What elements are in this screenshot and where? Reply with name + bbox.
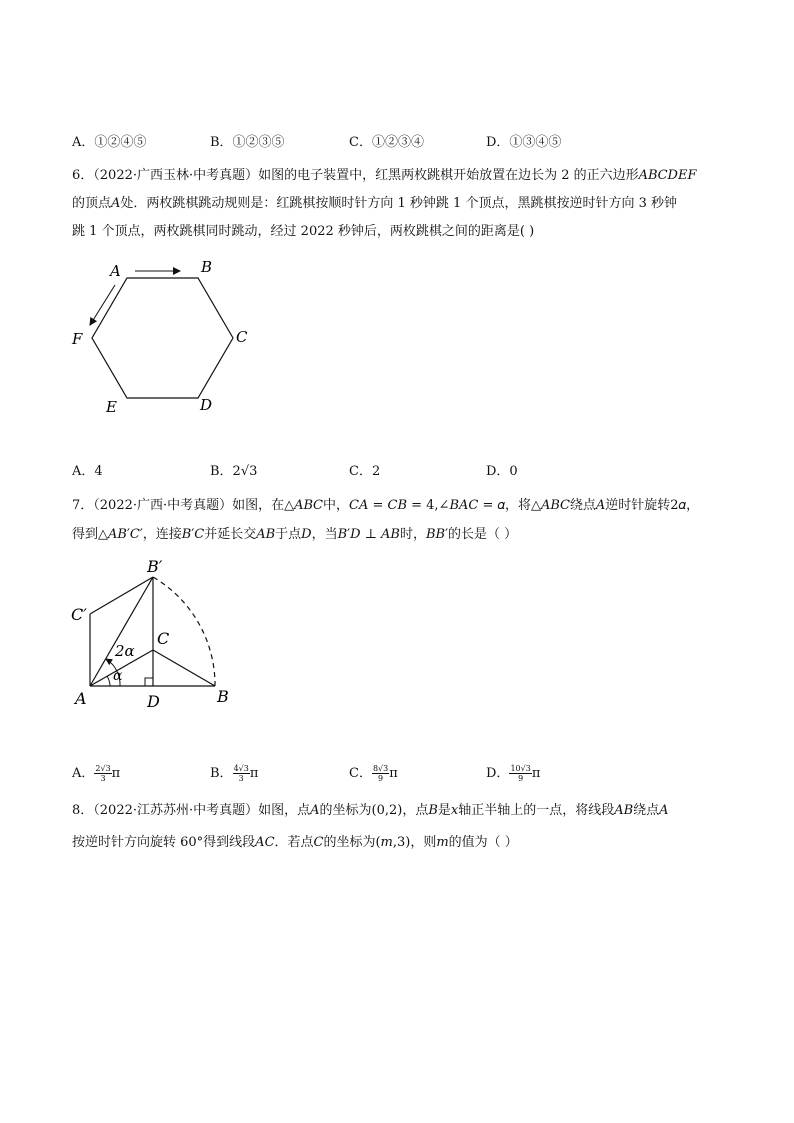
alpha-arc xyxy=(107,676,110,686)
q7-option-c-fraction xyxy=(372,764,389,783)
q7-rotation-figure xyxy=(65,552,245,712)
fraction-denominator: 9 xyxy=(378,774,384,783)
vertex-c-label: C xyxy=(236,328,248,346)
q6-option-b[interactable]: B．2√3 xyxy=(210,464,258,479)
vertex-f-label: F xyxy=(72,330,83,348)
fraction-numerator: 10√3 xyxy=(510,764,531,773)
q7-options xyxy=(72,764,722,782)
q8-text-line2: 按逆时针方向旋转 60°得到线段𝐴𝐶．若点𝐶的坐标为(𝑚,3)，则𝑚的值为（ ） xyxy=(72,835,518,850)
vertex-e-label: E xyxy=(106,398,117,416)
q5-option-c[interactable]: C．①②③④ xyxy=(349,135,424,150)
fraction-denominator: 9 xyxy=(518,774,524,783)
fraction-denominator: 3 xyxy=(100,774,106,783)
q7-option-b[interactable] xyxy=(210,764,258,783)
q6-hexagon-figure xyxy=(60,250,260,425)
point-b-label: B xyxy=(217,687,229,706)
two-alpha-label: 2α xyxy=(115,642,135,660)
fraction-numerator: 8√3 xyxy=(372,764,389,773)
vertex-a-label: A xyxy=(110,262,121,280)
segment-c-prime-b-prime xyxy=(90,577,153,614)
point-d-label: D xyxy=(147,692,160,711)
q8-text-line1: 8．（2022·江苏苏州·中考真题）如图，点𝐴的坐标为(0,2)，点𝐵是𝑥轴正半轴上的一点，将线段𝐴𝐵绕点𝐴 xyxy=(72,803,669,818)
pi-symbol: π xyxy=(531,766,541,781)
q7-option-b-fraction xyxy=(233,764,250,783)
right-angle-mark xyxy=(145,678,153,686)
q7-option-a-label: A． xyxy=(72,766,95,781)
q7-option-d-fraction xyxy=(509,764,531,783)
q6-text-line2: 的顶点𝐴处．两枚跳棋跳动规则是：红跳棋按顺时针方向 1 秒钟跳 1 个顶点，黑跳棋按逆时针方向 3 秒钟 xyxy=(72,196,677,211)
q5-option-d[interactable]: D．①③④⑤ xyxy=(486,135,562,150)
q7-text-line2: 得到△𝐴𝐵′𝐶′，连接𝐵′𝐶并延长交𝐴𝐵于点𝐷，当𝐵′𝐷 ⊥ 𝐴𝐵时，𝐵𝐵′的长是（ ） xyxy=(72,527,518,542)
q7-option-c-label: C． xyxy=(349,766,372,781)
pi-symbol: π xyxy=(111,766,121,781)
q7-option-b-label: B． xyxy=(210,766,233,781)
vertex-b-label: B xyxy=(201,258,213,276)
q7-option-d[interactable] xyxy=(486,764,540,783)
fraction-numerator: 2√3 xyxy=(95,764,111,773)
q7-option-a-fraction xyxy=(94,764,111,783)
fraction-denominator: 3 xyxy=(238,774,244,783)
segment-cb xyxy=(153,650,215,686)
q6-text-line1: 6．（2022·广西玉林·中考真题）如图的电子装置中，红黑两枚跳棋开始放置在边长为 2 的正六边形𝐴𝐵𝐶𝐷𝐸𝐹 xyxy=(72,168,697,183)
pi-symbol: π xyxy=(249,766,259,781)
q6-option-c[interactable]: C．2 xyxy=(349,464,381,479)
q6-option-d[interactable]: D．0 xyxy=(486,464,518,479)
q5-option-a[interactable]: A．①②④⑤ xyxy=(72,135,147,150)
fraction-numerator: 4√3 xyxy=(233,764,249,773)
vertex-d-label: D xyxy=(200,396,213,414)
q7-option-c[interactable] xyxy=(349,764,398,783)
hexagon-shape xyxy=(92,278,233,398)
point-b-prime-label: B′ xyxy=(147,557,163,576)
q5-options xyxy=(72,134,722,152)
q7-text-line1: 7．（2022·广西·中考真题）如图，在△𝐴𝐵𝐶中，𝐶𝐴 = 𝐶𝐵 = 4,∠𝐵𝐴𝐶 = 𝛼，将△𝐴𝐵𝐶绕点𝐴逆时针旋转2𝛼， xyxy=(72,498,700,513)
q7-option-a[interactable] xyxy=(72,764,120,783)
point-c-prime-label: C′ xyxy=(71,605,87,624)
q5-option-b[interactable]: B．①②③⑤ xyxy=(210,135,285,150)
point-a-label: A xyxy=(75,689,87,708)
point-c-label: C xyxy=(157,629,170,648)
q6-text-line3: 跳 1 个顶点，两枚跳棋同时跳动，经过 2022 秒钟后，两枚跳棋之间的距离是( ) xyxy=(72,224,535,239)
q7-option-d-label: D． xyxy=(486,766,510,781)
alpha-label: α xyxy=(113,668,123,684)
q6-options xyxy=(72,463,722,481)
q6-option-a[interactable]: A．4 xyxy=(72,464,103,479)
pi-symbol: π xyxy=(389,766,398,781)
